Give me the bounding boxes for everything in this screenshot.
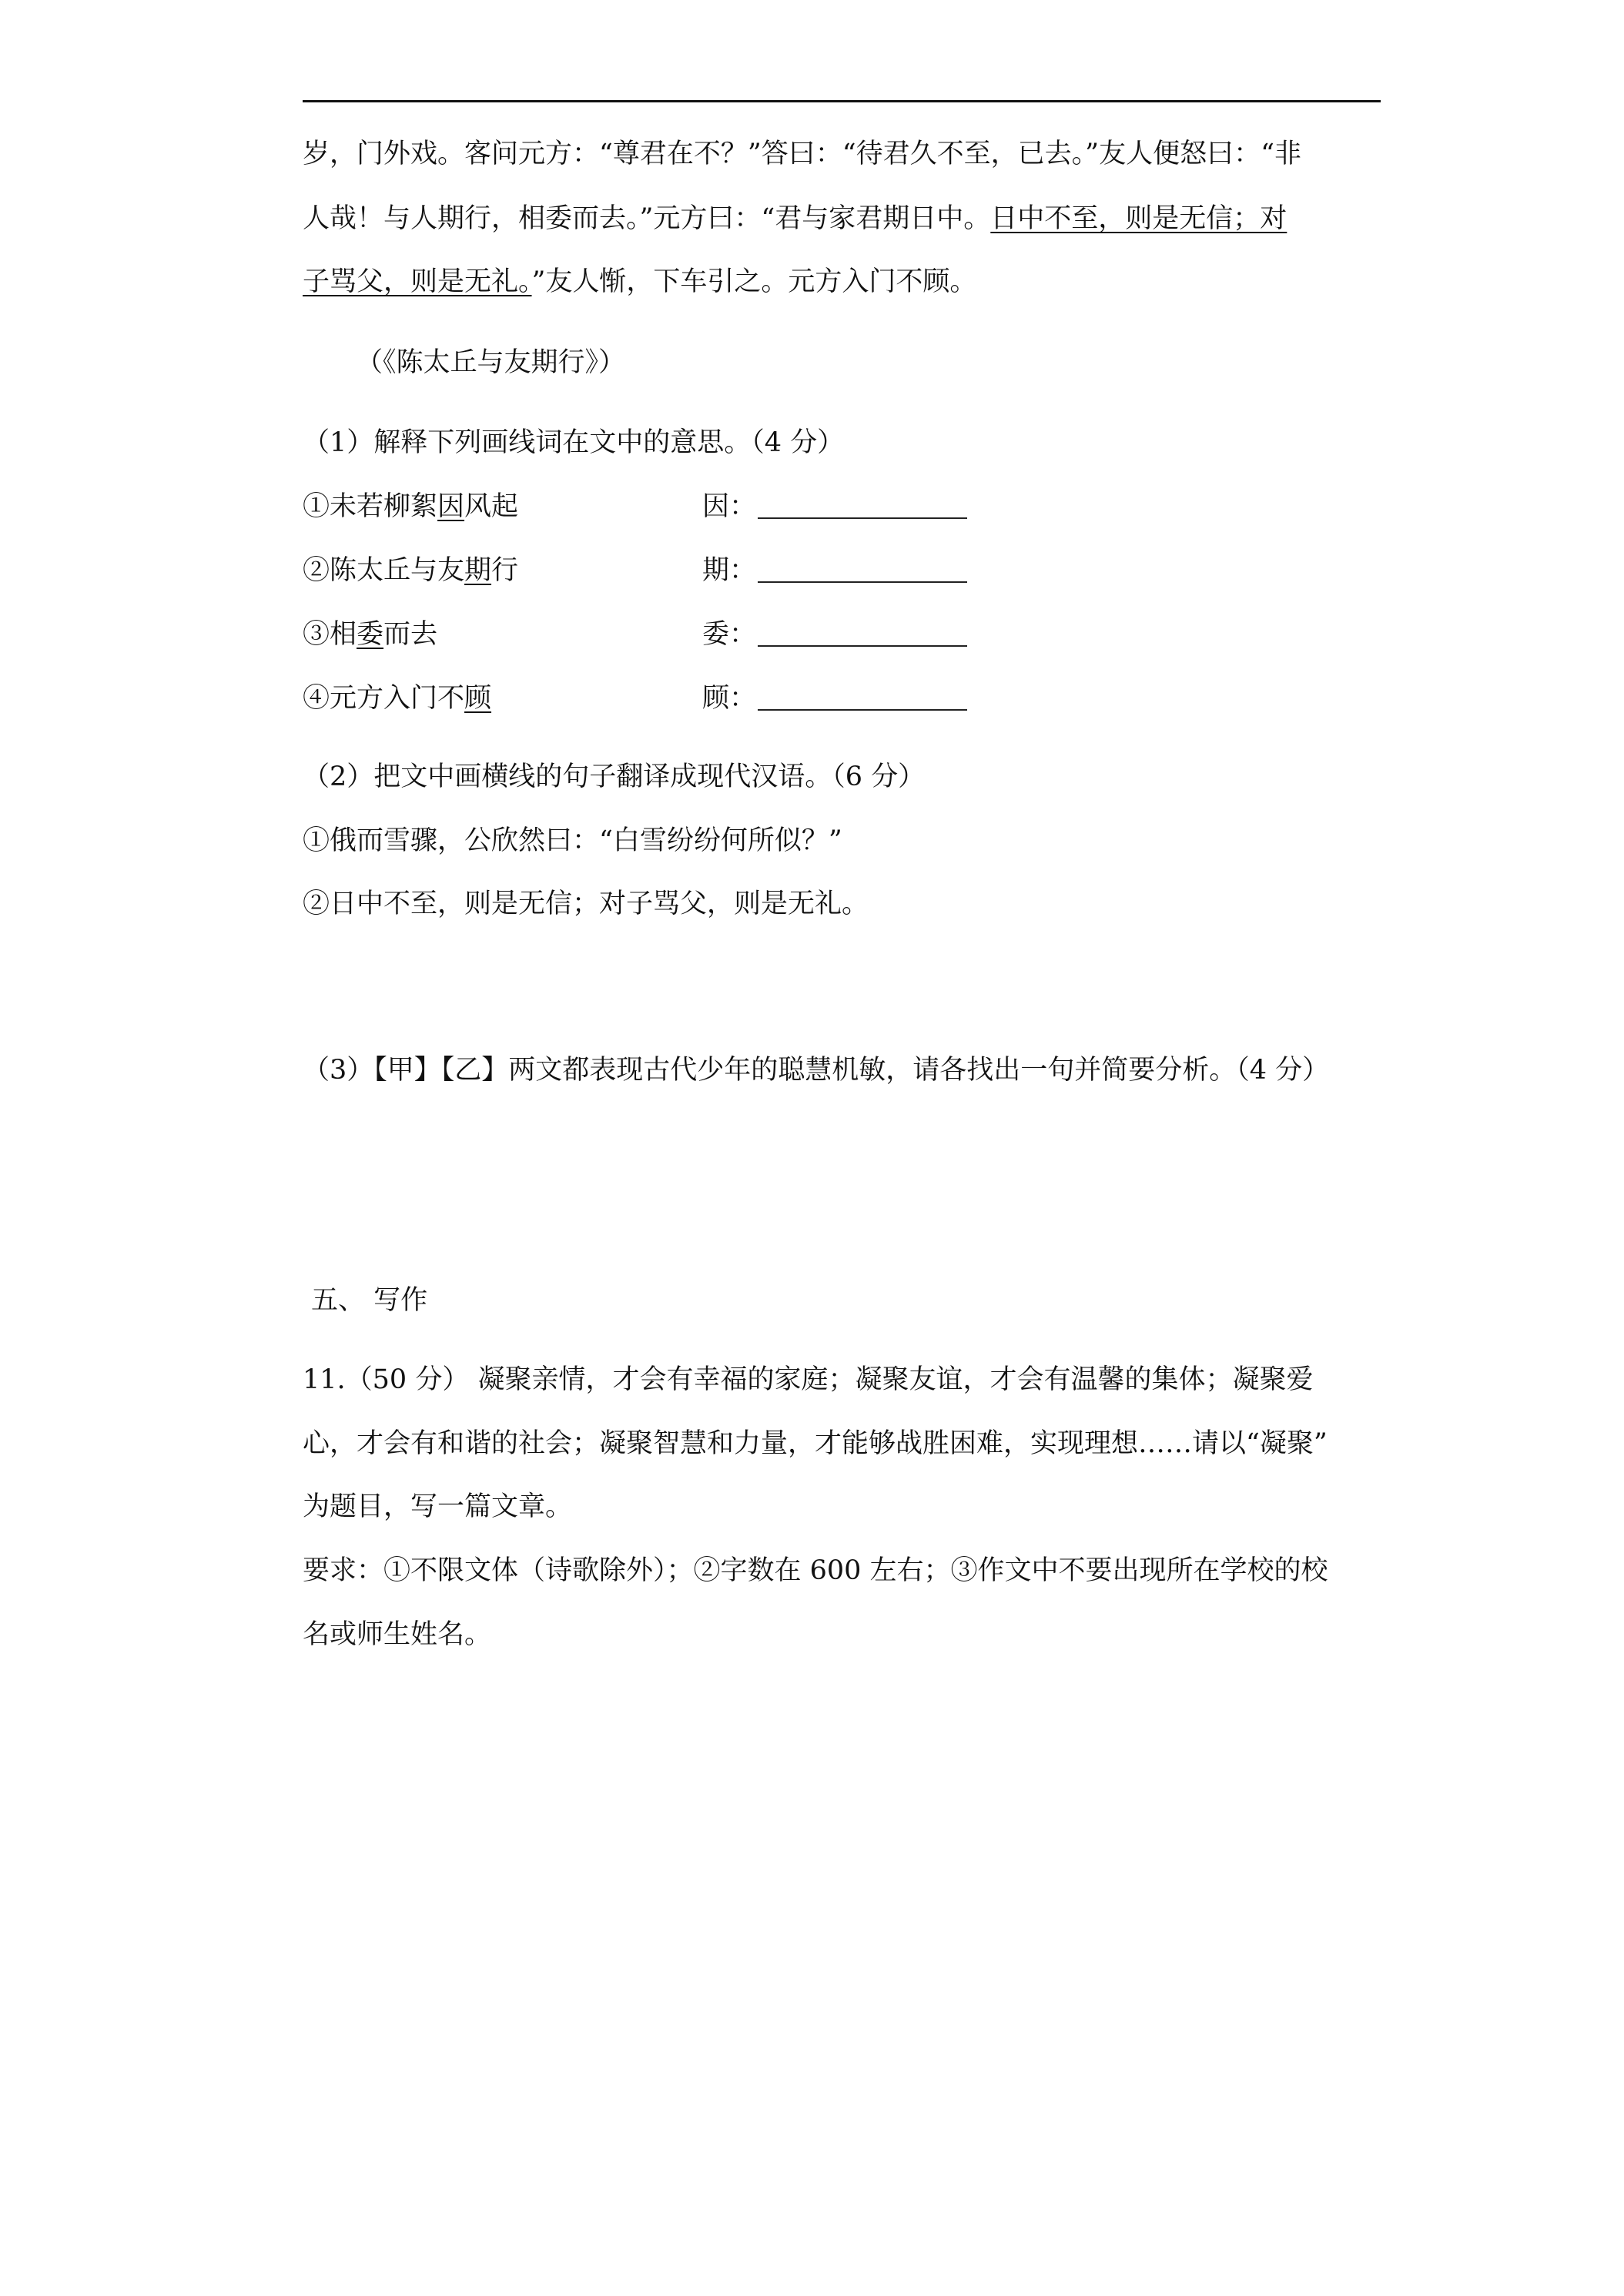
q2-sentence-2: ②日中不至，则是无信；对子骂父，则是无礼。: [303, 889, 869, 919]
q1-item-3-word: 委: [357, 619, 384, 650]
q1-item-2-post: 行: [491, 555, 519, 586]
q11-line-3: 为题目，写一篇文章。: [303, 1491, 573, 1522]
q11-line-1: 11.（50 分） 凝聚亲情，才会有幸福的家庭；凝聚友谊，才会有温馨的集体；凝聚爱: [303, 1364, 1314, 1395]
q1-item-3-term: 委：: [702, 619, 757, 650]
q1-item-1-word: 因: [437, 491, 465, 522]
underlined-sentence-part-2: 子骂父，则是无礼。: [303, 266, 532, 297]
passage-line-1: 岁，门外戏。客问元方：“尊君在不？”答曰：“待君久不至，已去。”友人便怒曰：“非: [303, 139, 1301, 169]
q1-item-1-answer-blank[interactable]: [758, 517, 967, 519]
q1-item-4-term: 顾：: [702, 683, 757, 714]
header-rule: [303, 100, 1381, 102]
q2-sentence-1: ①俄而雪骤，公欣然曰：“白雪纷纷何所似？”: [303, 825, 842, 856]
q1-item-2-word: 期: [464, 555, 492, 586]
passage-line-2: [303, 202, 1287, 236]
q1-item-1-term: 因：: [702, 491, 757, 522]
q1-item-2-term: 期：: [702, 555, 757, 586]
section-5-heading: 五、 写作: [311, 1285, 428, 1316]
q1-item-2: [303, 554, 757, 587]
underlined-sentence-part-1: 日中不至，则是无信；对: [990, 203, 1287, 234]
q11-requirements-line-2: 名或师生姓名。: [303, 1619, 492, 1650]
q1-item-1-pre: ①未若柳絮: [303, 491, 438, 522]
q1-item-3-pre: ③相: [303, 619, 357, 650]
q1-title: （1）解释下列画线词在文中的意思。（4 分）: [303, 427, 845, 458]
q1-item-4-answer-blank[interactable]: [758, 709, 967, 711]
q1-item-4-pre: ④元方入门不: [303, 683, 465, 714]
q11-line-2: 心，才会有和谐的社会；凝聚智慧和力量，才能够战胜困难，实现理想……请以“凝聚”: [303, 1428, 1328, 1459]
passage-source: （《陈太丘与友期行》）: [356, 347, 626, 378]
q1-item-1-post: 风起: [464, 491, 519, 522]
passage-line-2-text: 人哉！与人期行，相委而去。”元方曰：“君与家君期日中。: [303, 203, 991, 234]
q1-item-1: [303, 490, 757, 524]
q1-item-2-pre: ②陈太丘与友: [303, 555, 465, 586]
q2-title: （2）把文中画横线的句子翻译成现代汉语。（6 分）: [303, 761, 926, 792]
q1-item-4-word: 顾: [464, 683, 492, 714]
q1-item-4: [303, 681, 757, 715]
q3-title: （3）【甲】【乙】两文都表现古代少年的聪慧机敏，请各找出一句并简要分析。（4 分）: [303, 1055, 1330, 1086]
passage-line-3: [303, 265, 976, 299]
q11-requirements-line-1: 要求：①不限文体（诗歌除外）；②字数在 600 左右；③作文中不要出现所在学校的校: [303, 1555, 1328, 1586]
q1-item-2-answer-blank[interactable]: [758, 581, 967, 583]
q1-item-3-post: 而去: [383, 619, 438, 650]
q1-item-3: [303, 618, 757, 651]
passage-line-3-text: ”友人惭，下车引之。元方入门不顾。: [531, 266, 977, 297]
q1-item-3-answer-blank[interactable]: [758, 645, 967, 647]
